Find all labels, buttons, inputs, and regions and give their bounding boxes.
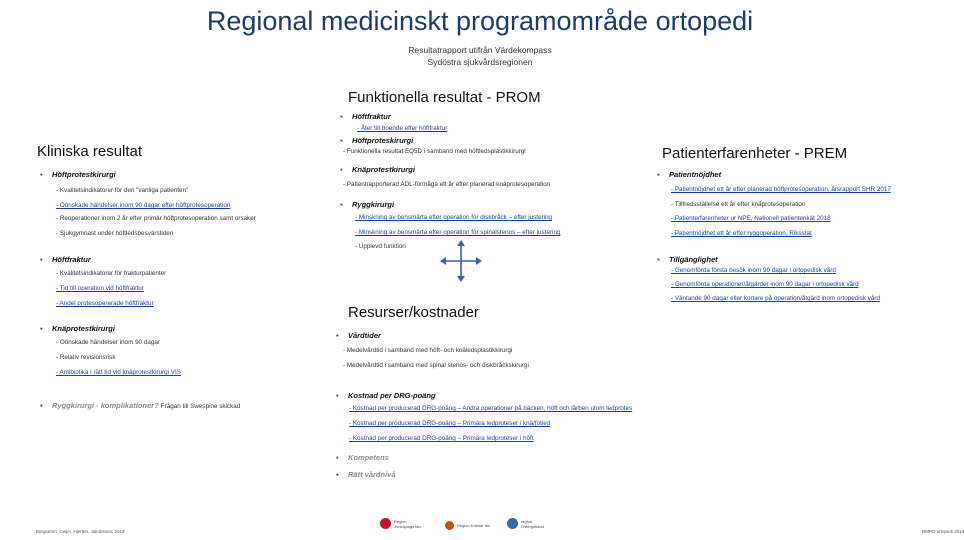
footer-authors: Bergström, Geijer, Hjerten, Jakobsson, 2019 xyxy=(36,529,125,534)
square-bullet-icon: ▪ xyxy=(340,200,343,209)
clinical-item-frakturpatienter: - Kvalitetsindikatorer för frakturpatienter xyxy=(56,270,167,277)
prom-link-ater-till-boende[interactable]: - Åter till boende efter höftfraktur xyxy=(357,125,448,132)
clinical-item-revisionsrisk: - Relativ revisionsrisk xyxy=(56,354,116,361)
resources-bullet-vardtider: ▪ Vårdtider xyxy=(336,331,381,340)
prom-item-upplevd-funktion: - Upplevd funktion xyxy=(355,243,406,250)
four-way-arrows-icon xyxy=(440,240,482,282)
region-subtitle: Sydöstra sjukvårdsregionen xyxy=(427,57,533,67)
prom-bullet-hoftfraktur: ▪ Höftfraktur xyxy=(340,112,391,121)
resources-item-hoft-kna: - Medelvårdtid i samband med höft- och knäledsplastikkirurgi xyxy=(343,347,513,354)
clinical-link-tid-till-operation[interactable]: - Tid till operation vid höftfraktur xyxy=(56,285,144,292)
region-ostergotland-logo-mark xyxy=(507,518,518,529)
clinical-bullet-hoftfraktur: ▪ Höftfraktur xyxy=(40,255,91,264)
clinical-item-kvalitetsindikatorer: - Kvalitetsindikatorer för den "vanliga patienten" xyxy=(56,187,189,194)
prom-heading: Funktionella resultat - PROM xyxy=(348,89,541,106)
page-title: Regional medicinskt programområde ortopedi xyxy=(206,6,754,36)
square-bullet-icon: ▪ xyxy=(340,136,343,145)
square-bullet-icon: ▪ xyxy=(336,453,339,462)
clinical-item-sjukgymnast: - Sjukgymnast under höftledsbesvärstiden xyxy=(56,230,174,237)
clinical-bullet-ryggkirurgi: ▪ Ryggkirurgi - komplikationer? Frågan till Swespine skickad xyxy=(40,401,241,410)
square-bullet-icon: ▪ xyxy=(40,255,43,264)
square-bullet-icon: ▪ xyxy=(336,391,339,400)
logo-region-kalmar: Region Kalmar län xyxy=(445,521,490,530)
prem-link-shr-2017[interactable]: - Patientnöjdhet ett år efter planerad höftprotesoperation, årsrapport SHR 2017 xyxy=(671,186,891,193)
clinical-bullet-knaprotes: ▪ Knäprotestkirurgi xyxy=(40,324,115,333)
clinical-item-oonskade-kna: - Oönskade händelser inom 90 dagar xyxy=(56,339,160,346)
prem-link-forsta-besok[interactable]: - Genomförda första besök inom 90 dagar i ortopedisk vård xyxy=(671,267,836,274)
square-bullet-icon: ▪ xyxy=(336,470,339,479)
resources-heading: Resurser/kostnader xyxy=(348,304,479,321)
clinical-item-reoperationer: - Reoperationer inom 2 år efter primär höftprotesoperation samt orsaker xyxy=(56,215,256,222)
prem-heading: Patienterfarenheter - PREM xyxy=(662,145,848,162)
page-subtitle: Resultatrapport utifrån Värdekompass xyxy=(408,45,552,55)
clinical-link-antibiotika[interactable]: - Antibiotika i rätt tid vid knäprotestkirurgi VIS xyxy=(56,369,181,376)
prom-item-adl: - Patientrapporterad ADL-förmåga ett år efter planerad knäprotesoperation xyxy=(343,181,551,188)
resources-bullet-kostnad-drg: ▪ Kostnad per DRG-poäng xyxy=(336,391,436,400)
clinical-note-swespine: Frågan till Swespine skickad xyxy=(160,403,241,410)
prem-bullet-tillganglighet: ▪ Tillgänglighet xyxy=(657,255,718,264)
square-bullet-icon: ▪ xyxy=(336,331,339,340)
prom-link-diskbrack[interactable]: - Minskning av bensmärta efter operation för diskbråck – efter justering xyxy=(355,214,553,221)
resources-bullet-kompetens: ▪ Kompetens xyxy=(336,453,389,462)
prem-bullet-patientnojdhet: ▪ Patientnöjdhet xyxy=(657,170,722,179)
resources-bullet-ratt-vardniva: ▪ Rätt vårdnivå xyxy=(336,470,396,479)
resources-item-spinal: - Medelvårdtid i samband med spinal stenos- och diskbråckskirurgi xyxy=(343,362,529,369)
prem-link-npe-2018[interactable]: - Patienterfarenheter ur NPE, Nationell patientenkät 2018 xyxy=(671,215,831,222)
resources-link-drg-backen[interactable]: - Kostnad per producerad DRG-poäng – Andra operationer på bäcken, höft och lårben utom ledprotes xyxy=(349,405,633,412)
prom-link-spinalstenos[interactable]: - Minskning av bensmärta efter operation för spinalstenos – efter justering xyxy=(355,229,561,236)
resources-link-drg-kna[interactable]: - Kostnad per producerad DRG-poäng – Primära ledproteser i knä/fotled xyxy=(349,420,551,427)
clinical-link-andel-protes[interactable]: - Andel protesopererade höftfraktur xyxy=(56,300,154,307)
footer-rmpo: RMPO ortopedi 2019 xyxy=(922,529,964,534)
square-bullet-icon: ▪ xyxy=(340,165,343,174)
clinical-bullet-hoftprotes: ▪ Höftprotestkirurgi xyxy=(40,170,116,179)
square-bullet-icon: ▪ xyxy=(657,255,660,264)
region-jonkoping-logo-mark xyxy=(380,518,391,529)
resources-link-drg-hoft[interactable]: - Kostnad per producerad DRG-poäng – Primära ledproteser i höft xyxy=(349,435,534,442)
prom-bullet-ryggkirurgi: ▪ Ryggkirurgi xyxy=(340,200,395,209)
prem-link-vantande[interactable]: - Väntande 90 dagar eller kortare på operation/åtgärd inom ortopedisk vård xyxy=(671,295,880,302)
square-bullet-icon: ▪ xyxy=(657,170,660,179)
square-bullet-icon: ▪ xyxy=(40,170,43,179)
region-kalmar-logo-mark xyxy=(445,521,454,530)
square-bullet-icon: ▪ xyxy=(40,324,43,333)
logo-region-jonkoping: Region Jönköpings län xyxy=(380,518,421,529)
prom-item-eq5d: - Funktionella resultat EQ5D i samband med höftledsplastikkirurgi xyxy=(343,148,526,155)
prom-bullet-knaprotes: ▪ Knäprotestkirurgi xyxy=(340,165,415,174)
prem-item-tillfredsstallelse: - Tillfredsställelse ett år efter knäprotesoperation xyxy=(671,201,806,208)
logo-region-ostergotland: region Östergötland xyxy=(507,518,544,529)
prem-link-operationer[interactable]: - Genomförda operationer/åtgärder inom 90 dagar i ortopedisk vård xyxy=(671,281,859,288)
clinical-heading: Kliniska resultat xyxy=(37,143,143,160)
clinical-link-oonskade-hoft[interactable]: - Oönskade händelser inom 90 dagar efter höftprotesoperation xyxy=(56,202,231,209)
prom-bullet-hoftprotes: ▪ Höftproteskirurgi xyxy=(340,136,414,145)
square-bullet-icon: ▪ xyxy=(40,401,43,410)
prem-link-riksstat[interactable]: - Patientnöjdhet ett år efter ryggoperation, Riksstat xyxy=(671,230,812,237)
square-bullet-icon: ▪ xyxy=(340,112,343,121)
